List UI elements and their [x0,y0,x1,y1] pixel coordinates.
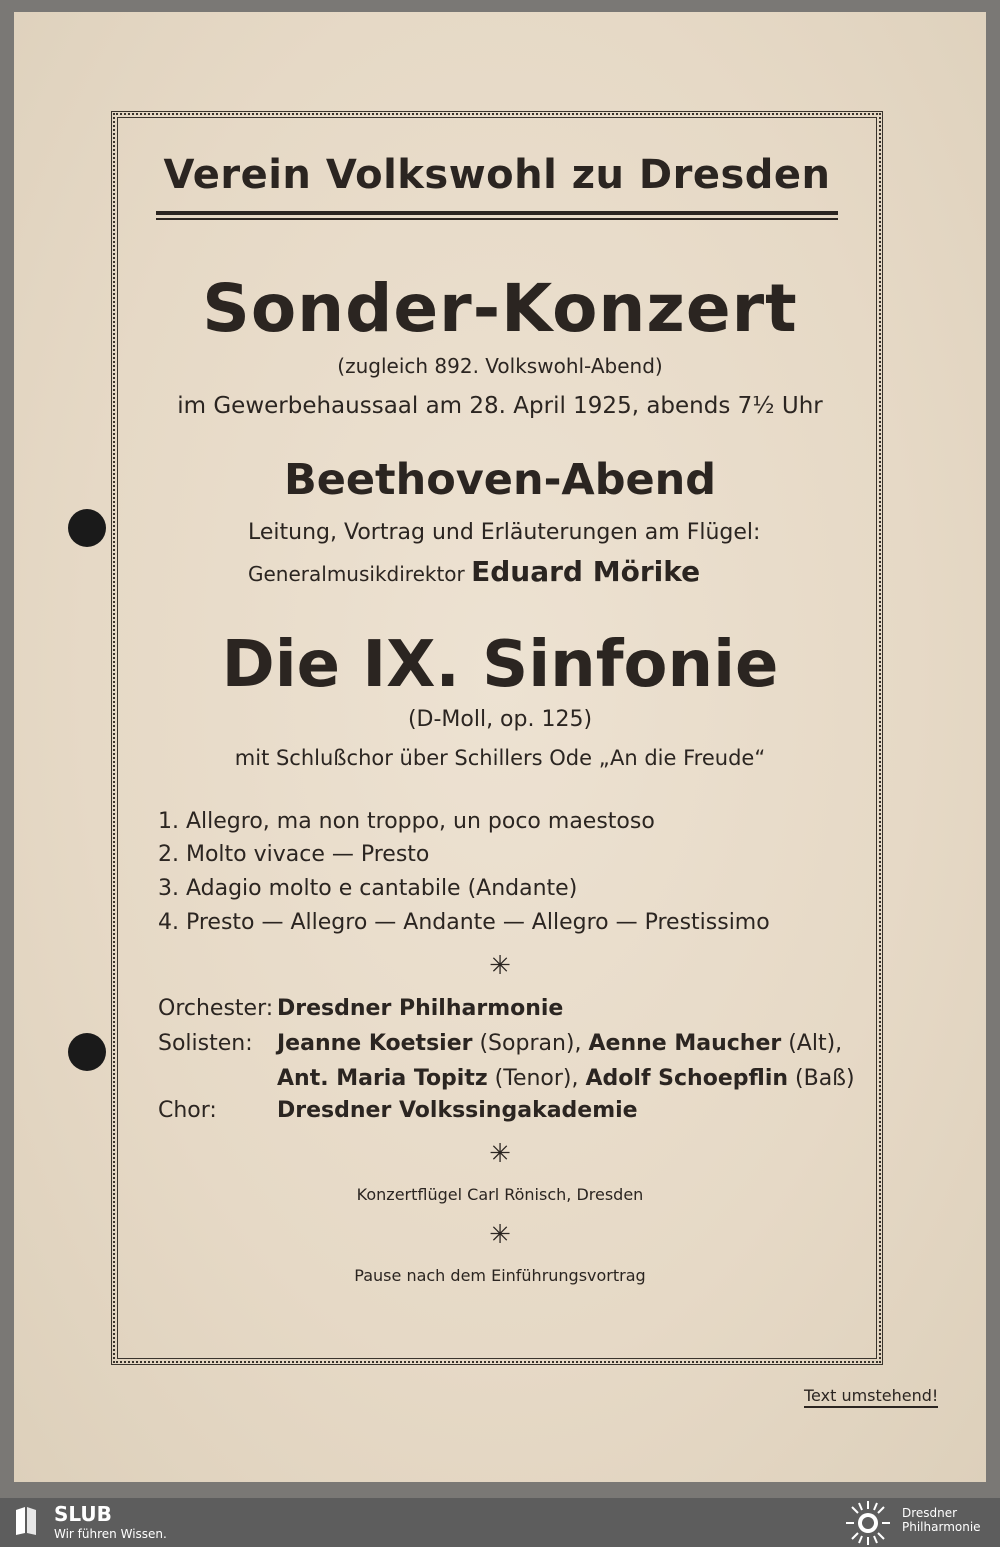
soloist-name: Jeanne Koetsier [277,1031,473,1056]
choir-name: Dresdner Volkssingakademie [277,1098,638,1123]
evening-title: Beethoven-Abend [283,455,717,505]
soloists-line-1 [277,1031,842,1056]
director-title: Generalmusikdirektor [248,562,465,586]
organization-heading: Verein Volkswohl zu Dresden [163,152,831,198]
footer-bar [0,1498,1000,1547]
star-separator: ✳ [489,1220,511,1250]
soloist-name: Aenne Maucher [588,1031,782,1056]
star-separator: ✳ [489,1139,511,1169]
soloist-name: Adolf Schoepflin [585,1066,789,1091]
star-separator: ✳ [489,951,511,981]
leadership-line: Leitung, Vortrag und Erläuterungen am Flügel: [248,520,761,545]
choir-label: Chor: [158,1098,217,1123]
work-key: (D-Moll, op. 125) [407,707,593,732]
piano-note: Konzertflügel Carl Rönisch, Dresden [356,1185,644,1204]
work-note: mit Schlußchor über Schillers Ode „An die Freude“ [234,746,766,770]
slub-book-icon[interactable] [14,1506,38,1536]
library-name[interactable]: SLUB [54,1502,112,1526]
soloists-line-2 [277,1066,855,1091]
director-line [248,555,700,588]
movement-item: 3. Adagio molto e cantabile (Andante) [158,876,578,901]
heading-rule-thin [156,218,838,220]
venue-line: im Gewerbehaussaal am 28. April 1925, abends 7½ Uhr [177,393,823,419]
movement-item: 2. Molto vivace — Presto [158,842,430,867]
movement-item: 4. Presto — Allegro — Andante — Allegro — Prestissimo [158,910,770,935]
turn-over-note: Text umstehend! [804,1386,938,1408]
movement-item: 1. Allegro, ma non troppo, un poco maestoso [158,809,655,834]
heading-rule [156,211,838,215]
soloist-voice: (Alt), [781,1031,843,1056]
punch-hole-bottom [68,1033,106,1071]
orchestra-label: Orchester: [158,996,274,1021]
library-tagline: Wir führen Wissen. [54,1527,167,1541]
punch-hole-top [68,509,106,547]
concert-title: Sonder-Konzert [202,270,798,347]
soloist-voice: (Sopran), [472,1031,589,1056]
orchestra-name: Dresdner Philharmonie [277,996,564,1021]
work-title: Die IX. Sinfonie [221,628,779,702]
partner-line-1: Dresdner [902,1506,958,1520]
partner-line-2: Philharmonie [902,1520,981,1534]
pause-note: Pause nach dem Einführungsvortrag [354,1266,646,1285]
partner-name[interactable] [902,1506,981,1534]
soloist-voice: (Tenor), [487,1066,586,1091]
concert-subtitle: (zugleich 892. Volkswohl-Abend) [337,354,663,378]
soloists-label: Solisten: [158,1031,253,1056]
philharmonie-sun-icon[interactable] [842,1500,894,1546]
director-name: Eduard Mörike [471,555,701,588]
soloist-name: Ant. Maria Topitz [277,1066,488,1091]
soloist-voice: (Baß) [788,1066,855,1091]
